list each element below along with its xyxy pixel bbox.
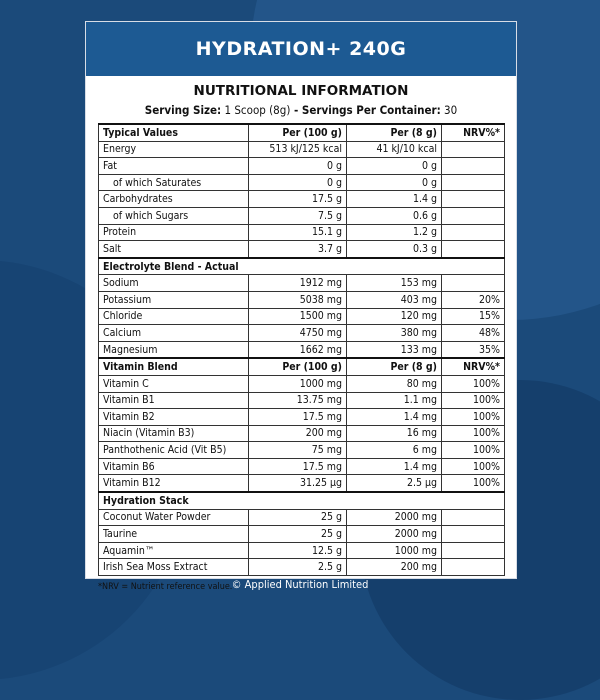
value-cell: 1.1 mg [347,392,442,409]
nrv-cell: 15% [442,308,505,325]
table-row [99,241,505,258]
value-cell: 403 mg [347,291,442,308]
table-row [99,475,505,492]
value-cell: 200 mg [249,425,347,442]
value-cell: 1000 mg [347,542,442,559]
value-cell: 17.5 mg [249,409,347,426]
product-title: HYDRATION+ 240G [86,22,516,76]
nrv-cell: 20% [442,291,505,308]
nrv-cell [442,241,505,258]
nutrient-name: Coconut Water Powder [99,509,249,526]
nrv-cell [442,141,505,158]
serving-info [98,102,504,118]
nutrition-table [98,123,505,576]
nutrient-name: Vitamin C [99,375,249,392]
nrv-cell: 100% [442,425,505,442]
value-cell: 1000 mg [249,375,347,392]
nutrient-name: Panthothenic Acid (Vit B5) [99,442,249,459]
nrv-cell [442,191,505,208]
value-cell: 6 mg [347,442,442,459]
value-cell: 31.25 µg [249,475,347,492]
table-header-row [99,124,505,141]
value-cell: 1912 mg [249,275,347,292]
nutrient-name: Vitamin B2 [99,409,249,426]
table-row [99,191,505,208]
nrv-cell: 100% [442,442,505,459]
value-cell: 4750 mg [249,325,347,342]
nutrient-name: of which Sugars [99,207,249,224]
nutrient-name: Vitamin B6 [99,458,249,475]
table-row [99,392,505,409]
section-title: Hydration Stack [99,492,505,509]
serving-size-label: Serving Size: [144,103,222,117]
value-cell: 513 kJ/125 kcal [249,141,347,158]
nutrient-name: of which Saturates [99,174,249,191]
header-cell: Per (100 g) [249,124,347,141]
value-cell: 17.5 mg [249,458,347,475]
section-title: Electrolyte Blend - Actual [99,258,505,275]
section-header-row [99,492,505,509]
table-row [99,526,505,543]
table-row [99,308,505,325]
section-header-row [99,258,505,275]
header-cell: Vitamin Blend [99,358,249,375]
value-cell: 41 kJ/10 kcal [347,141,442,158]
value-cell: 5038 mg [249,291,347,308]
header-cell: NRV%* [442,358,505,375]
nutrient-name: Vitamin B12 [99,475,249,492]
value-cell: 15.1 g [249,224,347,241]
nrv-cell [442,174,505,191]
serving-separator: - [290,103,302,117]
value-cell: 1500 mg [249,308,347,325]
value-cell: 1.4 g [347,191,442,208]
nrv-cell: 48% [442,325,505,342]
value-cell: 16 mg [347,425,442,442]
nutrient-name: Aquamin™ [99,542,249,559]
label-content [86,82,516,592]
table-row [99,559,505,576]
value-cell: 2.5 µg [347,475,442,492]
footnote: *NRV = Nutrient reference value. [98,582,233,593]
value-cell: 2000 mg [347,526,442,543]
nrv-cell: 100% [442,375,505,392]
header-cell: Per (8 g) [347,358,442,375]
table-row [99,341,505,358]
value-cell: 200 mg [347,559,442,576]
nrv-cell: 100% [442,392,505,409]
value-cell: 7.5 g [249,207,347,224]
value-cell: 17.5 g [249,191,347,208]
value-cell: 1.4 mg [347,409,442,426]
nutrient-name: Magnesium [99,341,249,358]
table-row [99,291,505,308]
value-cell: 133 mg [347,341,442,358]
value-cell: 120 mg [347,308,442,325]
nutrient-name: Protein [99,224,249,241]
value-cell: 1662 mg [249,341,347,358]
table-row [99,275,505,292]
value-cell: 380 mg [347,325,442,342]
table-row [99,542,505,559]
nrv-cell [442,224,505,241]
table-row [99,325,505,342]
table-row [99,174,505,191]
nutrient-name: Salt [99,241,249,258]
nutrient-name: Sodium [99,275,249,292]
nutrient-name: Calcium [99,325,249,342]
table-row [99,509,505,526]
section-header-row [99,358,505,375]
nutrient-name: Chloride [99,308,249,325]
nutrient-name: Irish Sea Moss Extract [99,559,249,576]
header-cell: NRV%* [442,124,505,141]
value-cell: 0 g [249,158,347,175]
nrv-cell: 100% [442,409,505,426]
value-cell: 153 mg [347,275,442,292]
table-row [99,425,505,442]
nrv-cell [442,207,505,224]
table-row [99,458,505,475]
header-cell: Per (8 g) [347,124,442,141]
table-row [99,409,505,426]
value-cell: 75 mg [249,442,347,459]
table-row [99,158,505,175]
value-cell: 0 g [347,174,442,191]
header-cell: Per (100 g) [249,358,347,375]
nrv-cell [442,509,505,526]
nutrient-name: Carbohydrates [99,191,249,208]
value-cell: 0 g [249,174,347,191]
nutrient-name: Niacin (Vitamin B3) [99,425,249,442]
table-row [99,207,505,224]
value-cell: 25 g [249,509,347,526]
nutrient-name: Energy [99,141,249,158]
nrv-cell [442,158,505,175]
value-cell: 0.3 g [347,241,442,258]
nrv-cell [442,542,505,559]
nrv-cell [442,559,505,576]
nutrient-name: Potassium [99,291,249,308]
value-cell: 3.7 g [249,241,347,258]
value-cell: 0.6 g [347,207,442,224]
table-row [99,375,505,392]
servings-per-container-value: 30 [444,103,458,117]
value-cell: 0 g [347,158,442,175]
nrv-cell: 35% [442,341,505,358]
value-cell: 12.5 g [249,542,347,559]
value-cell: 1.2 g [347,224,442,241]
nutrient-name: Taurine [99,526,249,543]
value-cell: 25 g [249,526,347,543]
nutrient-name: Fat [99,158,249,175]
header-cell: Typical Values [99,124,249,141]
copyright-text: © Applied Nutrition Limited [231,578,369,591]
nrv-cell [442,526,505,543]
nutrient-name: Vitamin B1 [99,392,249,409]
nrv-cell [442,275,505,292]
value-cell: 2000 mg [347,509,442,526]
value-cell: 2.5 g [249,559,347,576]
table-row [99,442,505,459]
servings-per-container-label: Servings Per Container: [301,103,441,117]
serving-size-value: 1 Scoop (8g) [224,103,291,117]
table-row [99,224,505,241]
nutrition-heading: NUTRITIONAL INFORMATION [193,83,409,99]
nrv-cell: 100% [442,475,505,492]
value-cell: 13.75 mg [249,392,347,409]
table-row [99,141,505,158]
value-cell: 80 mg [347,375,442,392]
value-cell: 1.4 mg [347,458,442,475]
nrv-cell: 100% [442,458,505,475]
